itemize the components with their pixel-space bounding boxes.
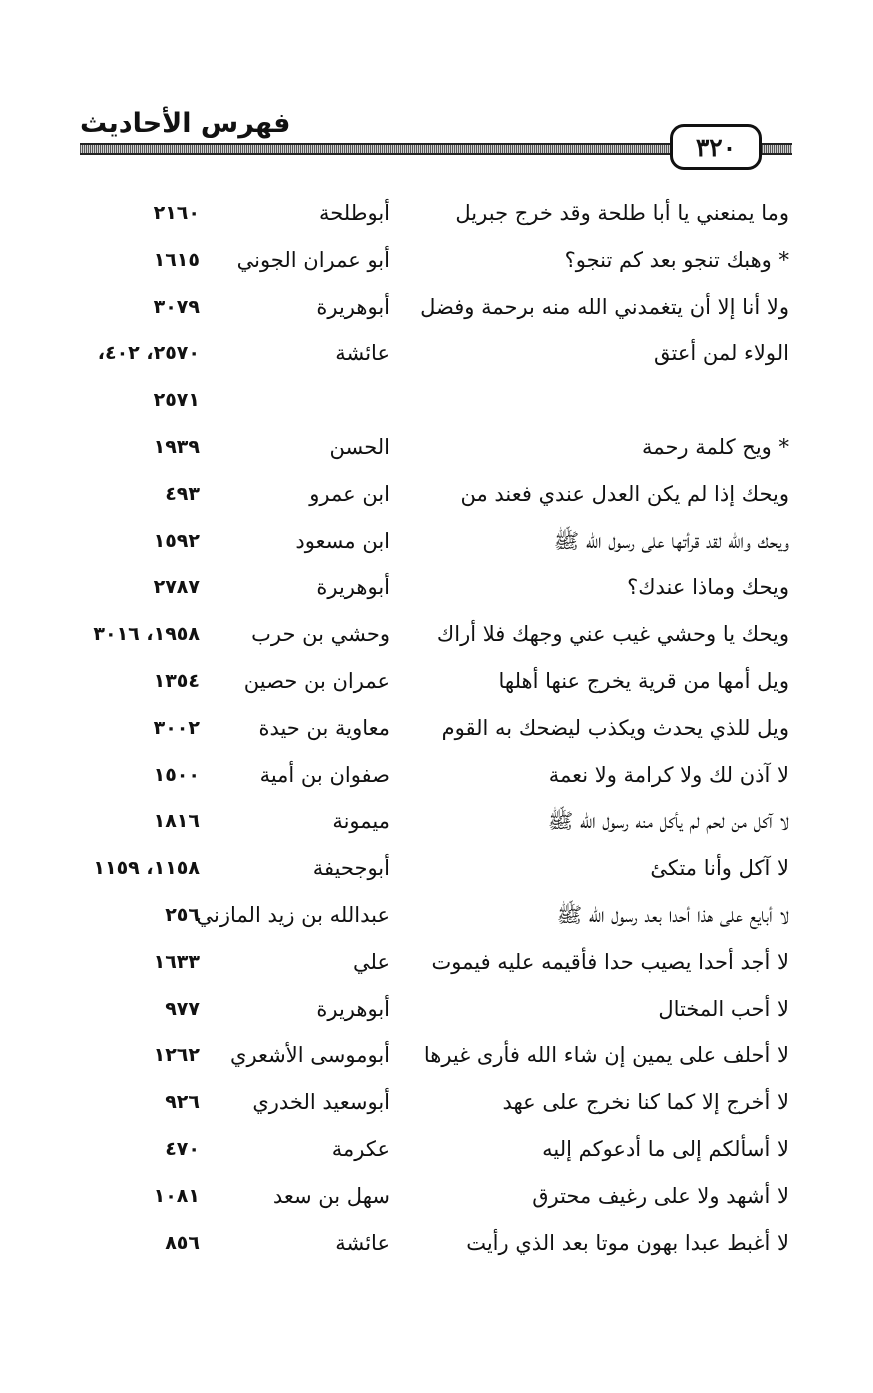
index-entry bbox=[0, 1220, 873, 1267]
narrator: الحسن bbox=[329, 434, 390, 459]
index-entry bbox=[0, 424, 873, 471]
narrator: صفوان بن أمية bbox=[259, 762, 390, 787]
hadith-text: لا آذن لك ولا كرامة ولا نعمة bbox=[548, 762, 789, 787]
narrator: سهل بن سعد bbox=[272, 1183, 390, 1208]
hadith-text: ويل أمها من قرية يخرج عنها أهلها bbox=[498, 668, 789, 693]
hadith-text: لا أحلف على يمين إن شاء الله فأرى غيرها bbox=[423, 1043, 789, 1068]
hadith-text: لا أحب المختال bbox=[658, 996, 789, 1021]
reference-numbers: ٢١٦٠ bbox=[153, 202, 200, 224]
narrator: علي bbox=[353, 949, 390, 974]
reference-numbers: ١٠٨١ bbox=[153, 1184, 200, 1207]
reference-numbers: ١٦١٥ bbox=[153, 248, 200, 271]
narrator: ميمونة bbox=[332, 809, 390, 834]
index-entry bbox=[0, 1079, 873, 1126]
reference-numbers: ١٢٦٢ bbox=[153, 1044, 200, 1067]
reference-numbers: ٢٥٧١ bbox=[153, 389, 200, 412]
index-entry bbox=[0, 471, 873, 518]
hadith-text: ويحك والله لقد قرأتها على رسول الله ﷺ bbox=[553, 528, 789, 553]
reference-numbers: ٨٥٦ bbox=[165, 1231, 200, 1254]
hadith-text: ويحك يا وحشي غيب عني وجهك فلا أراك bbox=[436, 622, 789, 647]
hadith-text: * ويح كلمة رحمة bbox=[642, 434, 789, 459]
narrator: معاوية بن حيدة bbox=[258, 715, 390, 740]
narrator: أبوسعيد الخدري bbox=[252, 1090, 390, 1115]
running-title: فهرس الأحاديث bbox=[80, 108, 291, 139]
reference-numbers: ١٦٣٣ bbox=[153, 950, 200, 973]
hadith-text: الولاء لمن أعتق bbox=[653, 341, 789, 366]
narrator: أبوطلحة bbox=[318, 201, 390, 225]
reference-numbers: ١٩٣٩ bbox=[153, 435, 200, 458]
hadith-text: لا أسألكم إلى ما أدعوكم إليه bbox=[542, 1136, 789, 1161]
reference-numbers: ٢٥٦ bbox=[165, 903, 200, 926]
narrator: وحشي بن حرب bbox=[251, 622, 390, 647]
narrator: عائشة bbox=[335, 341, 390, 366]
reference-numbers: ١٥٩٢ bbox=[153, 529, 200, 552]
reference-numbers: ١٣٥٤ bbox=[153, 669, 200, 692]
narrator: ابن عمرو bbox=[309, 481, 390, 506]
reference-numbers: ٤٧٠ bbox=[165, 1137, 200, 1160]
reference-numbers: ٢٧٨٧ bbox=[153, 576, 200, 599]
hadith-text: ولا أنا إلا أن يتغمدني الله منه برحمة وفضل bbox=[420, 294, 789, 319]
index-entry bbox=[0, 237, 873, 284]
narrator: عبدالله بن زيد المازني bbox=[196, 902, 390, 927]
hadith-text: لا أشهد ولا على رغيف محترق bbox=[532, 1183, 789, 1208]
reference-numbers: ٣٠٧٩ bbox=[153, 295, 200, 318]
narrator: أبوجحيفة bbox=[312, 856, 390, 881]
hadith-text: لا أجد أحدا يصيب حدا فأقيمه عليه فيموت bbox=[431, 949, 789, 974]
header-rule-end bbox=[760, 143, 792, 155]
page-number bbox=[670, 124, 762, 170]
hadith-text: * وهبك تنجو بعد كم تنجو؟ bbox=[564, 247, 789, 272]
index-entry bbox=[0, 752, 873, 799]
reference-numbers: ٢٥٧٠، ٤٠٢، bbox=[97, 342, 200, 365]
hadith-text: لا أغبط عبدا بهون موتا بعد الذي رأيت bbox=[466, 1230, 789, 1255]
reference-numbers: ١٥٠٠ bbox=[153, 763, 200, 786]
index-entry bbox=[0, 330, 873, 377]
hadith-text: لا أبايع على هذا أحدا بعد رسول الله ﷺ bbox=[556, 902, 789, 927]
hadith-text: ويحك وماذا عندك؟ bbox=[627, 575, 789, 600]
reference-numbers: ١٨١٦ bbox=[153, 810, 200, 833]
header-rule bbox=[80, 143, 675, 155]
narrator: عكرمة bbox=[331, 1136, 390, 1161]
index-entry bbox=[0, 798, 873, 845]
narrator: أبوهريرة bbox=[316, 294, 390, 319]
reference-numbers: ٩٢٦ bbox=[165, 1091, 200, 1114]
page-number-label: ٣٢٠ bbox=[695, 132, 737, 162]
narrator: عائشة bbox=[335, 1230, 390, 1255]
index-entry bbox=[0, 939, 873, 986]
hadith-text: لا آكل من لحم لم يأكل منه رسول الله ﷺ bbox=[547, 809, 789, 834]
page-header bbox=[0, 0, 873, 175]
hadith-text: ويحك إذا لم يكن العدل عندي فعند من bbox=[460, 481, 789, 506]
hadith-text: ويل للذي يحدث ويكذب ليضحك به القوم bbox=[441, 715, 789, 740]
index-entry bbox=[0, 1126, 873, 1173]
narrator: ابن مسعود bbox=[295, 528, 390, 553]
index-entry bbox=[0, 564, 873, 611]
reference-numbers: ٤٩٣ bbox=[165, 482, 200, 505]
narrator: أبوهريرة bbox=[316, 575, 390, 600]
index-entry bbox=[0, 518, 873, 565]
narrator: أبو عمران الجوني bbox=[236, 247, 390, 272]
narrator: أبوهريرة bbox=[316, 996, 390, 1021]
narrator: عمران بن حصين bbox=[243, 668, 390, 693]
hadith-index-list bbox=[0, 190, 873, 1266]
index-entry-continuation bbox=[0, 377, 873, 424]
reference-numbers: ١٩٥٨، ٣٠١٦ bbox=[93, 623, 200, 646]
index-entry bbox=[0, 892, 873, 939]
reference-numbers: ٣٠٠٢ bbox=[153, 716, 200, 739]
index-entry bbox=[0, 705, 873, 752]
index-entry bbox=[0, 1032, 873, 1079]
reference-numbers: ٩٧٧ bbox=[165, 997, 200, 1020]
reference-numbers: ١١٥٨، ١١٥٩ bbox=[93, 857, 200, 880]
index-entry bbox=[0, 190, 873, 237]
hadith-text: وما يمنعني يا أبا طلحة وقد خرج جبريل bbox=[455, 201, 789, 225]
hadith-text: لا آكل وأنا متكئ bbox=[650, 856, 789, 881]
index-entry bbox=[0, 658, 873, 705]
narrator: أبوموسى الأشعري bbox=[230, 1043, 390, 1068]
index-entry bbox=[0, 611, 873, 658]
hadith-text: لا أخرج إلا كما كنا نخرج على عهد bbox=[502, 1090, 789, 1115]
index-entry bbox=[0, 845, 873, 892]
index-entry bbox=[0, 1173, 873, 1220]
index-entry bbox=[0, 986, 873, 1033]
index-entry bbox=[0, 284, 873, 331]
